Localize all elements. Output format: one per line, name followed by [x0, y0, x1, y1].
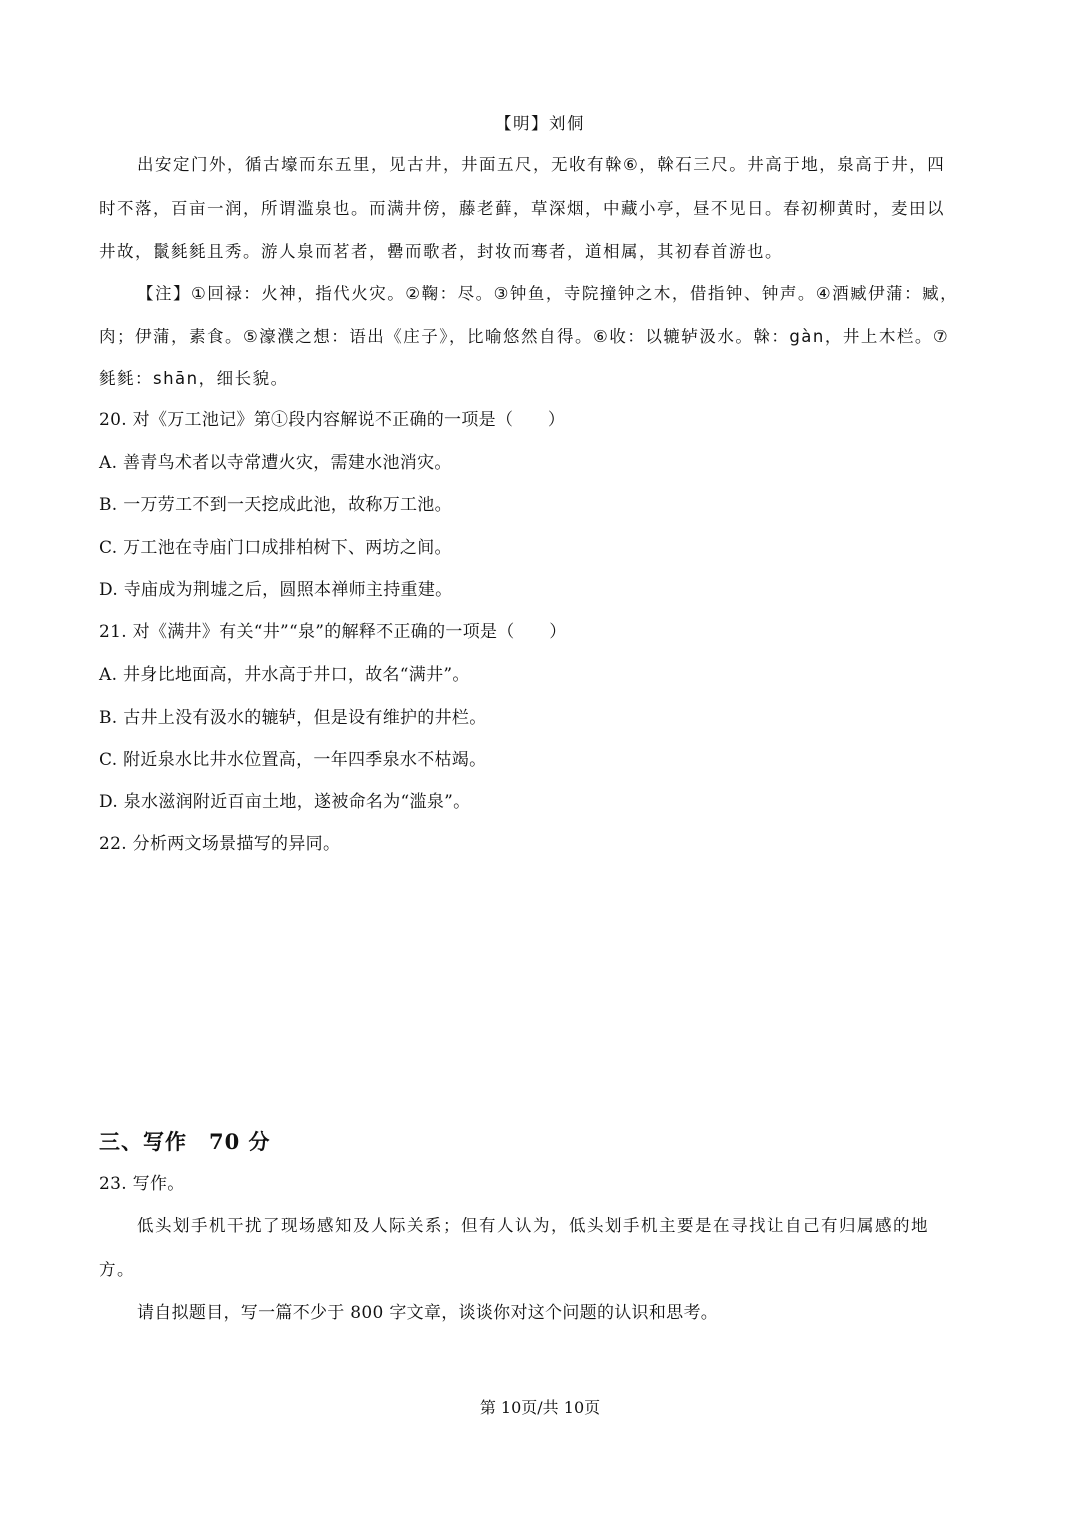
passage-author: 【明】刘侗 [495, 114, 585, 133]
question-21-option-d: D. 泉水滋润附近百亩土地，遂被命名为“滥泉”。 [99, 792, 471, 812]
question-20-option-c: C. 万工池在寺庙门口成排柏树下、两坊之间。 [99, 538, 452, 558]
passage-note: 【注】①回禄：火神，指代火灾。②鞠：尽。③钟鱼，寺院撞钟之木，借指钟、钟声。④酒臧伊蒲：臧， [137, 284, 959, 303]
section-title: 三、写作 70 分 [99, 1129, 271, 1154]
question-20-option-a: A. 善青鸟术者以寺常遭火灾，需建水池消灾。 [99, 453, 452, 473]
question-21-option-c: C. 附近泉水比井水位置高，一年四季泉水不枯竭。 [99, 750, 487, 770]
question-21-option-b: B. 古井上没有汲水的辘轳，但是设有维护的井栏。 [99, 708, 487, 728]
passage-line: 出安定门外，循古壕而东五里，见古井，井面五尺，无收有榦⑥，榦石三尺。井高于地，泉高于井，四 [137, 155, 946, 174]
question-20-option-d: D. 寺庙成为荆墟之后，圆照本禅师主持重建。 [99, 580, 453, 600]
question-22-stem: 22. 分析两文场景描写的异同。 [99, 834, 341, 854]
question-20-stem: 20. 对《万工池记》第①段内容解说不正确的一项是（ ） [99, 410, 566, 430]
writing-prompt-line: 方。 [99, 1260, 135, 1279]
writing-instruction: 请自拟题目，写一篇不少于 800 字文章，谈谈你对这个问题的认识和思考。 [137, 1303, 719, 1323]
question-23-stem: 23. 写作。 [99, 1174, 185, 1194]
passage-line: 时不落，百亩一润，所谓滥泉也。而满井傍，藤老藓，草深烟，中藏小亭，昼不见日。春初柳黄时，麦田以 [99, 199, 945, 218]
question-21-stem: 21. 对《满井》有关“井”“泉”的解释不正确的一项是（ ） [99, 622, 567, 642]
writing-prompt-line: 低头划手机干扰了现场感知及人际关系；但有人认为，低头划手机主要是在寻找让自己有归属感的地 [137, 1216, 929, 1235]
passage-note: 毵毵：shān，细长貌。 [99, 369, 289, 388]
question-21-option-a: A. 井身比地面高，井水高于井口，故名“满井”。 [99, 665, 470, 685]
passage-note: 肉；伊蒲，素食。⑤濠濮之想：语出《庄子》，比喻悠然自得。⑥收：以辘轳汲水。榦：gàn，井上木栏。⑦ [99, 327, 950, 346]
page-footer: 第 10页/共 10页 [479, 1398, 601, 1417]
passage-line: 井故，鬛毵毵且秀。游人泉而茗者，罍而歌者，封妆而骞者，道相属，其初春首游也。 [99, 242, 783, 261]
question-20-option-b: B. 一万劳工不到一天挖成此池，故称万工池。 [99, 495, 452, 515]
